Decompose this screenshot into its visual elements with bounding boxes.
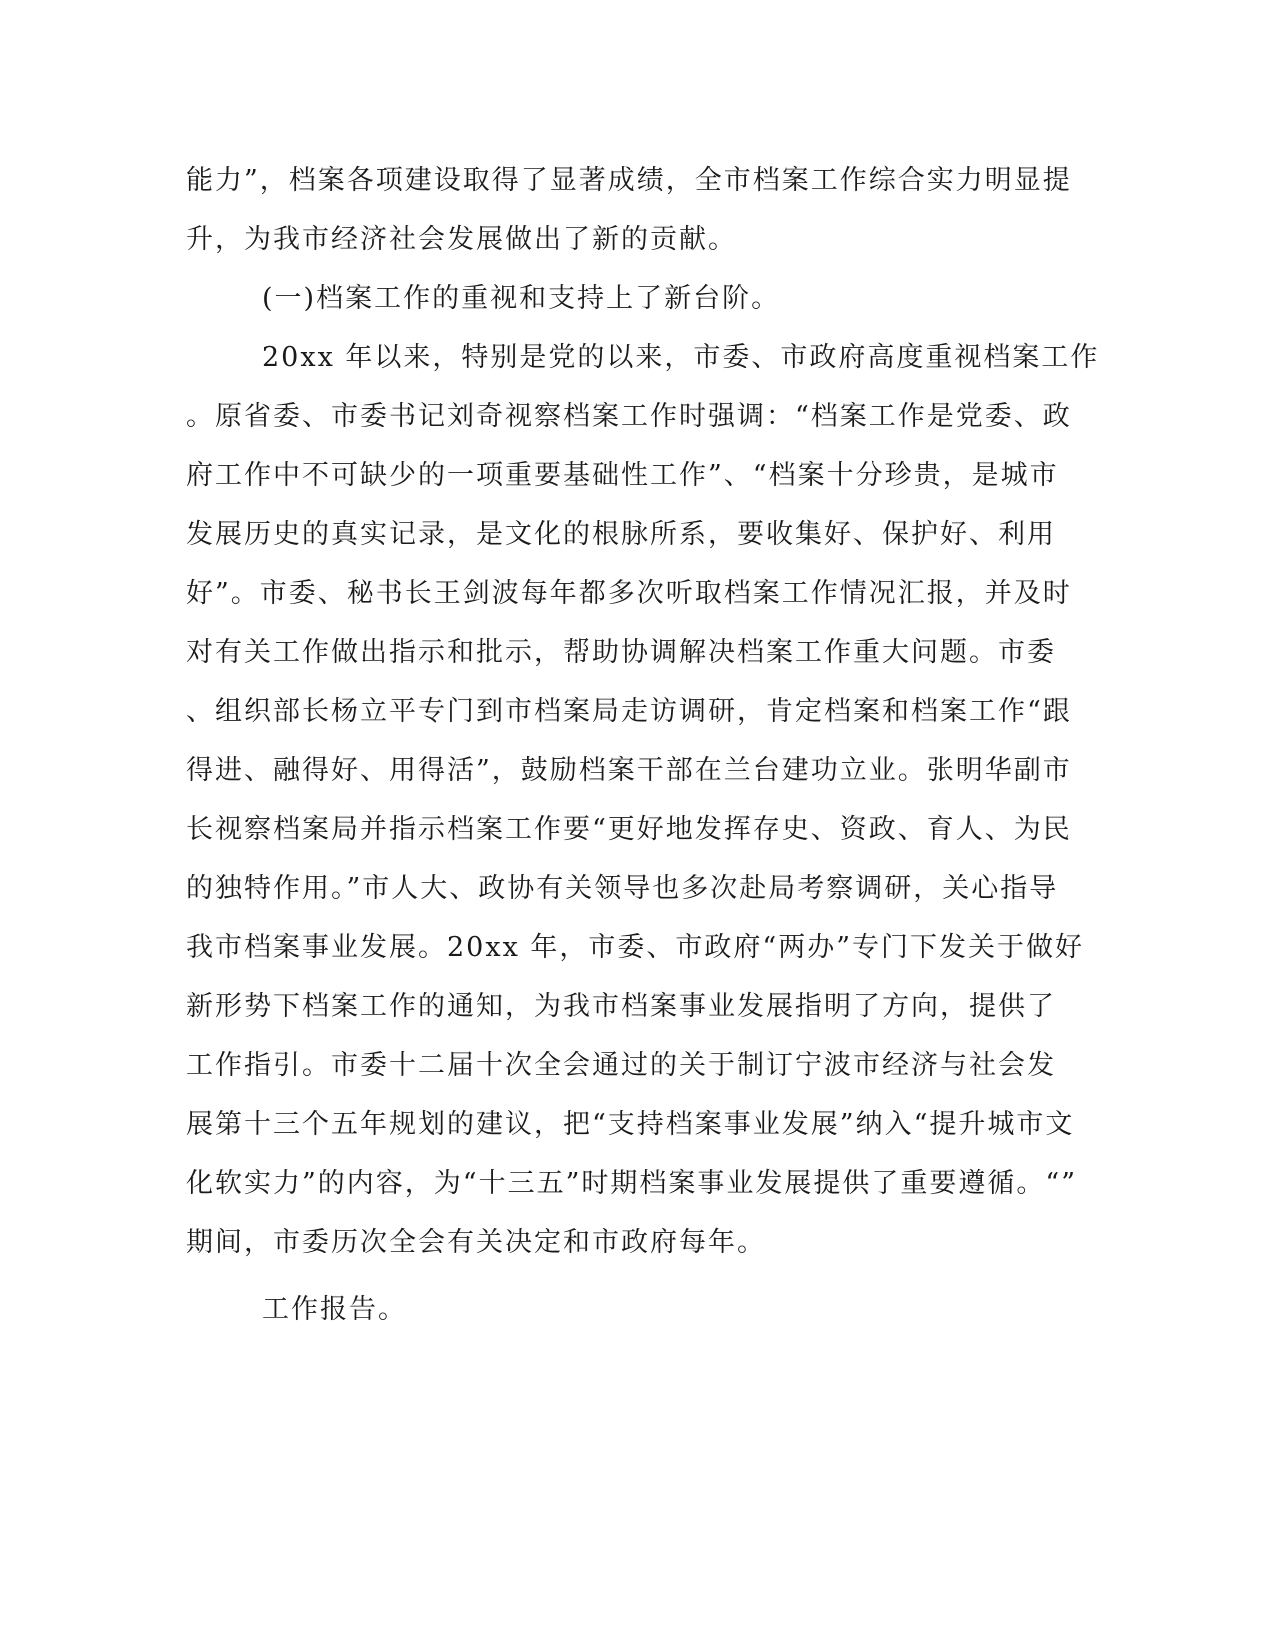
- paragraph-line: 府工作中不可缺少的一项重要基础性工作”、“档案十分珍贵，是城市: [186, 460, 1059, 491]
- paragraph-line: 好”。市委、秘书长王剑波每年都多次听取档案工作情况汇报，并及时: [186, 578, 1072, 609]
- paragraph-line: 、组织部长杨立平专门到市档案局走访调研，肯定档案和档案工作“跟: [186, 696, 1072, 727]
- paragraph-line: 能力”，档案各项建设取得了显著成绩，全市档案工作综合实力明显提: [186, 165, 1072, 196]
- paragraph-line: 得进、融得好、用得活”，鼓励档案干部在兰台建功立业。张明华副市: [186, 755, 1072, 786]
- paragraph-line: 期间，市委历次全会有关决定和市政府每年。: [186, 1227, 766, 1258]
- paragraph-line: 。原省委、市委书记刘奇视察档案工作时强调：“档案工作是党委、政: [186, 401, 1072, 432]
- paragraph-line: 的独特作用。”市人大、政协有关领导也多次赴局考察调研，关心指导: [186, 873, 1059, 904]
- paragraph-line: 对有关工作做出指示和批示，帮助协调解决档案工作重大问题。市委: [186, 637, 1056, 668]
- section-heading: (一)档案工作的重视和支持上了新台阶。: [262, 283, 781, 314]
- paragraph-line: 工作报告。: [262, 1294, 407, 1325]
- paragraph-line: 工作指引。市委十二届十次全会通过的关于制订宁波市经济与社会发: [186, 1050, 1056, 1081]
- paragraph-line: 发展历史的真实记录，是文化的根脉所系，要收集好、保护好、利用: [186, 519, 1056, 550]
- paragraph-line: 20xx 年以来，特别是党的以来，市委、市政府高度重视档案工作: [262, 342, 1100, 373]
- paragraph-line: 化软实力”的内容，为“十三五”时期档案事业发展提供了重要遵循。“”: [186, 1168, 1078, 1199]
- paragraph-line: 我市档案事业发展。20xx 年，市委、市政府“两办”专门下发关于做好: [186, 932, 1084, 963]
- paragraph-line: 长视察档案局并指示档案工作要“更好地发挥存史、资政、育人、为民: [186, 814, 1072, 845]
- paragraph-line: 升，为我市经济社会发展做出了新的贡献。: [186, 224, 737, 255]
- paragraph-line: 展第十三个五年规划的建议，把“支持档案事业发展”纳入“提升城市文: [186, 1109, 1075, 1140]
- paragraph-line: 新形势下档案工作的通知，为我市档案事业发展指明了方向，提供了: [186, 991, 1056, 1022]
